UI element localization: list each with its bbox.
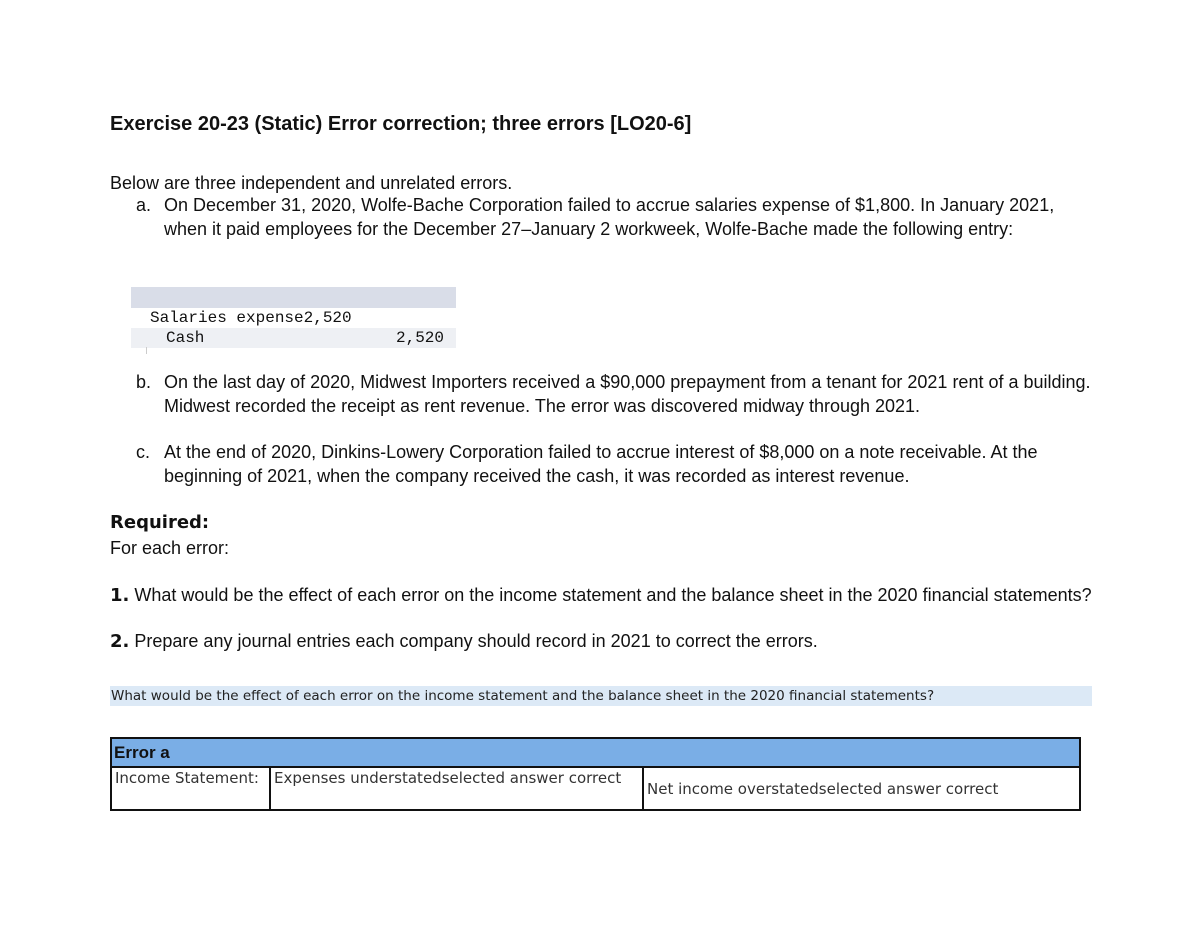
item-letter: a. — [136, 195, 152, 215]
journal-credit-row — [131, 328, 456, 348]
debit-account: Salaries expense2,520 — [150, 309, 352, 327]
row-label: Income Statement: — [112, 768, 271, 809]
item-text: On the last day of 2020, Midwest Importers received a $90,000 prepayment from a tenant for 2021 rent of a building. Midwest recorded the receipt as rent revenue. The error was discovered midway through 2021. — [164, 372, 1091, 416]
required-subheading: For each error: — [110, 538, 230, 558]
error-a-table — [110, 737, 1081, 811]
question-number: 1. — [110, 585, 130, 606]
effect-select-1[interactable]: Expenses understatedselected answer correct — [271, 768, 644, 809]
journal-entry — [131, 287, 456, 348]
error-a-header: Error a — [112, 739, 1079, 768]
question-2 — [110, 630, 1095, 653]
question-prompt: What would be the effect of each error on the income statement and the balance sheet in the 2020 financial statements? — [110, 686, 1092, 706]
credit-amount: 2,520 — [395, 329, 444, 347]
question-text: What would be the effect of each error on the income statement and the balance sheet in the 2020 financial statements? — [134, 585, 1092, 605]
error-item-a — [110, 194, 1095, 241]
question-text: Prepare any journal entries each company should record in 2021 to correct the errors. — [134, 631, 818, 651]
effect-select-2[interactable]: Net income overstatedselected answer correct — [647, 779, 999, 798]
debit-amount: 2,520 — [303, 309, 352, 327]
question-number: 2. — [110, 631, 130, 652]
journal-debit-row — [131, 308, 456, 328]
journal-header — [131, 287, 456, 308]
intro-text: Below are three independent and unrelated errors. — [110, 173, 513, 193]
error-item-c — [110, 441, 1095, 488]
question-1 — [110, 584, 1095, 607]
error-item-b — [110, 371, 1095, 418]
item-text: At the end of 2020, Dinkins-Lowery Corporation failed to accrue interest of $8,000 on a note receivable. At the beginning of 2021, when the company received the cash, it was recorded as interest revenue. — [164, 442, 1038, 486]
item-letter: b. — [136, 372, 152, 392]
divider — [146, 347, 147, 354]
table-row — [112, 768, 1079, 809]
exercise-title: Exercise 20-23 (Static) Error correction; three errors [LO20-6] — [110, 113, 692, 135]
item-letter: c. — [136, 442, 151, 462]
required-heading: Required: — [110, 512, 210, 533]
item-text: On December 31, 2020, Wolfe-Bache Corporation failed to accrue salaries expense of $1,800. In January 2021, when it paid employees for the December 27–January 2 workweek, Wolfe-Bache made the following entry: — [164, 195, 1055, 239]
credit-account: Cash — [166, 329, 205, 347]
